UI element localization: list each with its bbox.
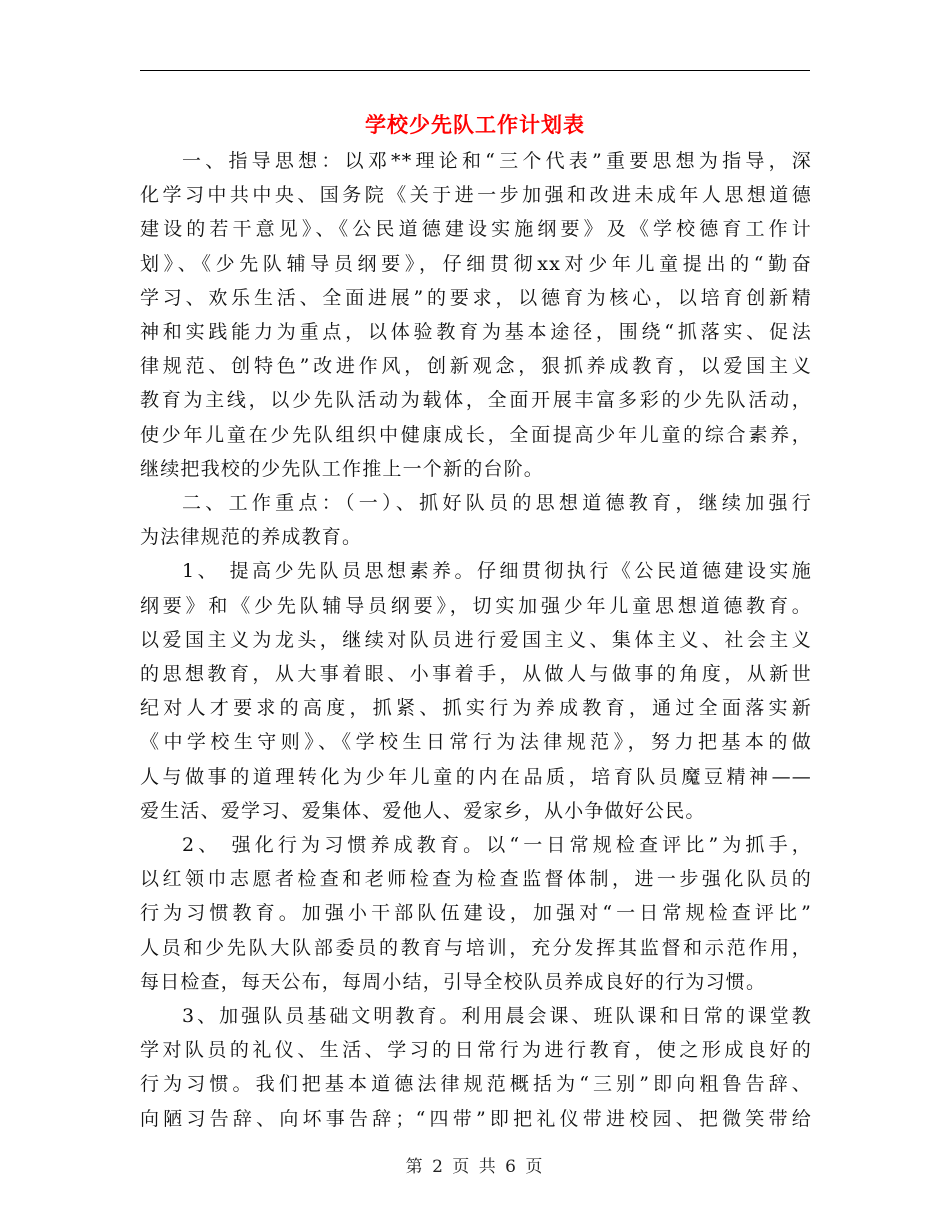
text-line: 1、 提高少先队员思想素养。仔细贯彻执行《公民道德建设实施 <box>182 560 812 583</box>
text-line: 每日检查，每天公布，每周小结，引导全校队员养成良好的行为习惯。 <box>140 970 767 993</box>
text-line: 人与做事的道理转化为少年儿童的内在品质，培育队员魔豆精神—— <box>140 765 812 788</box>
text-line: 行为习惯。我们把基本道德法律规范概括为“三别”即向粗鲁告辞、 <box>140 1073 812 1096</box>
text-line: 学对队员的礼仪、生活、学习的日常行为进行教育，使之形成良好的 <box>140 1039 812 1062</box>
text-line: 2、 强化行为习惯养成教育。以“一日常规检查评比”为抓手， <box>182 834 812 857</box>
text-line: 划》、《少先队辅导员纲要》，仔细贯彻xx对少年儿童提出的“勤奋 <box>140 252 812 275</box>
text-line: 教育为主线，以少先队活动为载体，全面开展丰富多彩的少先队活动， <box>140 389 812 412</box>
text-line: 化学习中共中央、国务院《关于进一步加强和改进未成年人思想道德 <box>140 184 812 207</box>
text-line: 的思想教育，从大事着眼、小事着手，从做人与做事的角度，从新世 <box>140 663 812 686</box>
text-line: 纪对人才要求的高度，抓紧、抓实行为养成教育，通过全面落实新 <box>140 697 812 720</box>
text-line: 人员和少先队大队部委员的教育与培训，充分发挥其监督和示范作用， <box>140 936 812 959</box>
text-line: 爱生活、爱学习、爱集体、爱他人、爱家乡，从小争做好公民。 <box>140 799 706 822</box>
paragraph-item-3 <box>140 999 812 1136</box>
text-line: 为法律规范的养成教育。 <box>140 526 363 549</box>
text-line: 以爱国主义为龙头，继续对队员进行爱国主义、集体主义、社会主义 <box>140 628 812 651</box>
text-line: 学习、欢乐生活、全面进展”的要求，以德育为核心，以培育创新精 <box>140 286 812 309</box>
text-line: 二、工作重点：（一）、抓好队员的思想道德教育，继续加强行 <box>182 492 812 515</box>
text-line: 建设的若干意见》、《公民道德建设实施纲要》及《学校德育工作计 <box>140 218 812 241</box>
paragraph-work-focus <box>140 486 812 554</box>
text-line: 以红领巾志愿者检查和老师检查为检查监督体制，进一步强化队员的 <box>140 868 812 891</box>
paragraph-item-2 <box>140 828 812 999</box>
header-rule <box>140 70 810 71</box>
text-line: 继续把我校的少先队工作推上一个新的台阶。 <box>140 457 545 480</box>
text-line: 一、指导思想：以邓**理论和“三个代表”重要思想为指导，深 <box>182 150 812 172</box>
page-number-footer: 第 2 页 共 6 页 <box>405 1157 545 1177</box>
text-line: 行为习惯教育。加强小干部队伍建设，加强对“一日常规检查评比” <box>140 902 812 925</box>
text-line: 律规范、创特色”改进作风，创新观念，狠抓养成教育，以爱国主义 <box>140 355 812 378</box>
paragraph-item-1 <box>140 554 812 828</box>
text-line: 《中学校生守则》、《学校生日常行为法律规范》，努力把基本的做 <box>140 731 812 754</box>
paragraph-guiding-ideology <box>140 144 812 486</box>
text-line: 神和实践能力为重点，以体验教育为基本途径，围绕“抓落实、促法 <box>140 321 812 344</box>
document-body <box>140 144 812 1136</box>
text-line: 向陋习告辞、向坏事告辞；“四带”即把礼仪带进校园、把微笑带给 <box>140 1107 812 1130</box>
text-line: 3、加强队员基础文明教育。利用晨会课、班队课和日常的课堂教 <box>182 1005 812 1028</box>
text-line: 使少年儿童在少先队组织中健康成长，全面提高少年儿童的综合素养， <box>140 423 812 446</box>
text-line: 纲要》和《少先队辅导员纲要》，切实加强少年儿童思想道德教育。 <box>140 594 812 617</box>
document-title: 学校少先队工作计划表 <box>365 112 585 137</box>
